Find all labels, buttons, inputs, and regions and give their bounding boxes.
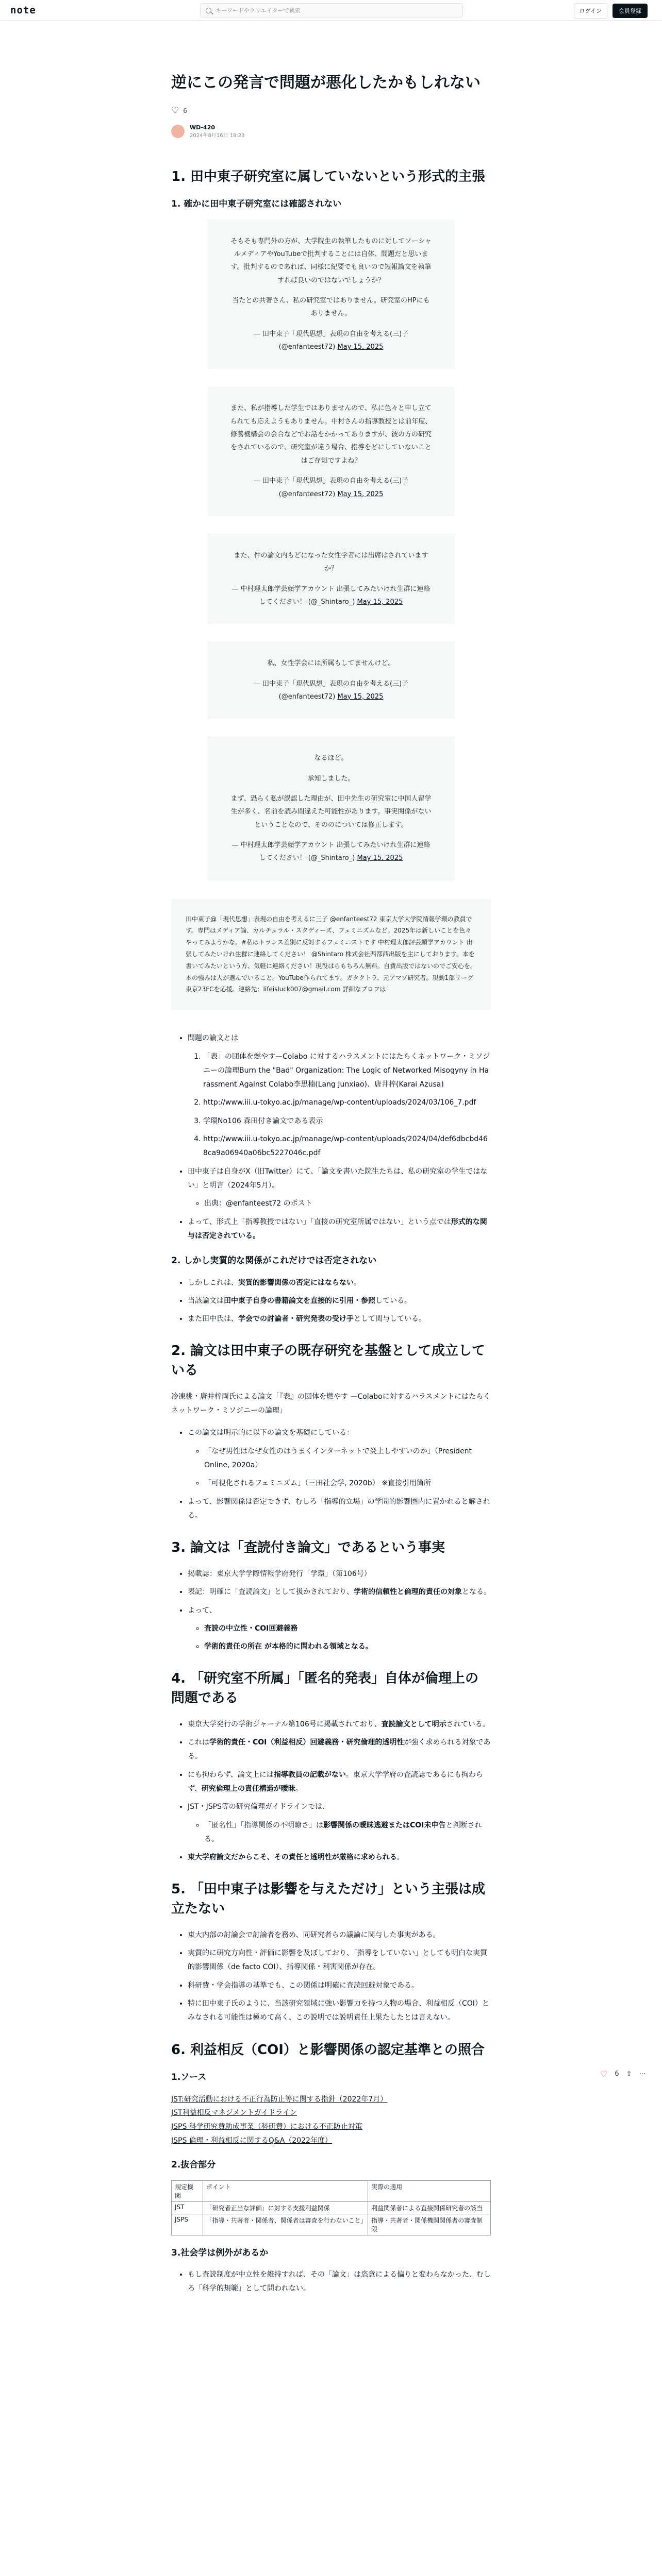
text: しかしこれは、	[188, 1278, 238, 1287]
source-link[interactable]: JSPS 科学研究費助成事業（科研費）における不正防止対策	[171, 2122, 362, 2131]
list-item	[204, 1819, 491, 1847]
list-item-text: よって、形式上「指導教授ではない」「直接の研究室所属ではない」という点では	[188, 1217, 451, 1226]
source-link[interactable]: JSPS 倫理・利益相反に関するQ&A（2022年度）	[171, 2136, 332, 2145]
source-link[interactable]: JST利益相反マネジメントガイドライン	[171, 2109, 297, 2117]
text: 東京大学発行の学術ジャーナル第106号に掲載されており、	[188, 1720, 382, 1728]
list-item	[188, 1276, 491, 1290]
login-button[interactable]: ログイン	[574, 3, 607, 19]
text: 。	[295, 1784, 303, 1793]
tweet-date-link[interactable]: May 15, 2025	[337, 692, 384, 701]
list-item: • よって、影響関係は否定できず、むしろ「指導的立場」の学問的影響圏内に置かれると解される。	[188, 1495, 491, 1523]
tweet-date-link[interactable]: May 15, 2025	[337, 343, 384, 351]
text: 掲載誌：東京大学学際情報学府発行「学環」（第106号）	[188, 1569, 371, 1578]
signup-button[interactable]: 会員登録	[613, 4, 648, 18]
text: よって、	[188, 1606, 217, 1615]
table-cell: 指導・共著者・関係機関関係者の審査制限	[368, 2214, 491, 2235]
tweet-text: まず、恐らく私が誤認した理由が、田中先生の研究室に中国人留学生が多く、名前を読み間違えた可能性があります。事実関係がないということなので、そののについては修正します。	[230, 794, 432, 829]
bullet-list	[171, 1718, 491, 1865]
floating-reaction-bar	[600, 2069, 646, 2079]
source-links	[171, 2093, 491, 2147]
section-heading: 5. 「田中東子は影響を与えただけ」という主張は成立たない	[171, 1882, 486, 1917]
list-item	[204, 1640, 491, 1654]
text: これは	[188, 1738, 209, 1747]
tweet-text: 当たとの共著さん、私の研究室ではありません。研究室のHPにもありません。	[232, 297, 430, 318]
search-input[interactable]	[200, 3, 463, 18]
embedded-tweet[interactable]	[207, 534, 455, 624]
list-item	[188, 1031, 491, 1160]
bold-text: 指導教員の記載がない	[273, 1770, 346, 1779]
author-name[interactable]: WD-420	[190, 124, 215, 131]
bold-text: 査読論文として明示	[381, 1720, 446, 1728]
search-placeholder: キーワードやクリエイターで検索	[216, 7, 301, 14]
tweet-text: 私、女性学会には所属もしてませんけど。	[267, 659, 395, 668]
bullet-list	[171, 1426, 491, 1523]
list-item	[203, 1096, 491, 1110]
list-item	[188, 1800, 491, 1846]
bullet-list	[171, 1567, 491, 1654]
text: と判断される。	[204, 1821, 482, 1843]
embedded-tweet[interactable]	[207, 386, 455, 516]
text: 当該論文は	[188, 1296, 224, 1305]
list-item: ◦ 「可視化されるフェミニズム」（三田社会学, 2020b） ※直接引用箇所	[204, 1477, 491, 1490]
table-cell: JSPS	[172, 2214, 203, 2235]
text: この論文は明示的に以下の論文を基礎にしている：	[188, 1429, 354, 1437]
section-heading: 1. 田中東子研究室に属していないという形式的主張	[171, 168, 486, 184]
list-item	[188, 1215, 491, 1244]
bold-text: 学術的責任・COI（利益相反）回避義務・研究倫理的透明性	[209, 1738, 404, 1747]
text: 。	[354, 1278, 361, 1287]
subsection-heading: 1.ソース	[171, 2072, 207, 2083]
text: している。	[375, 1296, 411, 1305]
tweet-text: なるほど。	[314, 754, 348, 762]
text: されている。	[446, 1720, 490, 1728]
list-item	[204, 1197, 491, 1211]
list-item: ◦ 「なぜ男性はなぜ女性のはうまくインターネットで炎上しやすいのか」（President Online, 2020a）	[204, 1445, 491, 1473]
pdf-link[interactable]: http://www.iii.u-tokyo.ac.jp/manage/wp-content/uploads/2024/04/def6dbcbd468ca9a06940a06bc5227046c.pdf	[203, 1135, 488, 1158]
heart-icon[interactable]: ♡	[171, 105, 179, 116]
article	[171, 21, 491, 2296]
subsection-heading: 2.抜合部分	[171, 2160, 216, 2171]
list-item-text: 問題の論文とは	[188, 1034, 238, 1043]
tweet-signature: — 中村理太郎学芸顔学アカウント 出張してみたいけれ生群に連絡してください！ (@_Shintaro_)	[231, 585, 431, 606]
tweet-date-link[interactable]: May 15, 2025	[357, 854, 403, 862]
more-icon[interactable]: ⋯	[639, 2070, 646, 2078]
tweet-date-link[interactable]: May 15, 2025	[357, 598, 403, 606]
list-item	[188, 1567, 491, 1581]
subsection-heading: 1. 確かに田中東子研究室には確認されない	[171, 199, 342, 210]
subsection-heading: 3.社会学は例外があるか	[171, 2247, 269, 2258]
bullet-list	[171, 2268, 491, 2296]
share-icon[interactable]: ⇧	[626, 2070, 632, 2078]
list-item: 3. 学環No106 森田付き論文である表示	[203, 1114, 491, 1128]
list-item	[188, 1312, 491, 1326]
like-count: 6	[183, 107, 187, 114]
list-item	[188, 1718, 491, 1732]
list-item: • 実質的に研究方向性・評価に影響を及ぼしており、「指導をしていない」としても明白な実質的影響関係（de facto COI）、指導関係・利害関係が存在。	[188, 1946, 491, 1975]
tweet-text: また、私が指導した学生ではありませんので、私に色々と申し立てられても応えようもありません。中村さんの指導教授とは前年度、修養機構会の会合などでお話をかかってありますが、彼の方の研究をされているので、研究室が違う場合、指導をどにしていないことはご存知ですよね？	[230, 404, 432, 465]
list-item	[188, 1768, 491, 1797]
list-item-text: 田中東子は自身がX（旧Twitter）にて、「論文を書いた院生たちは、私の研究室の学生ではない」と明言（2024年5月）。	[188, 1167, 488, 1190]
tweet-date-link[interactable]: May 15, 2025	[337, 490, 384, 498]
text: 「匿名性」「指導関係の不明瞭さ」は	[204, 1821, 323, 1829]
numbered-list	[188, 1050, 491, 1161]
bold-text: 学術的信頼性と倫理的責任の対象	[354, 1588, 462, 1597]
bold-text: 研究倫理上の責任構造が曖昧	[201, 1784, 295, 1793]
tweet-text: そもそも専門外の方が、大学院生の執筆したものに対してソーシャルメディアやYouTubeで批判することには自体、問題だと思います。批判するのであれば、同様に紀要でも良いので短報論文を執筆すれば良いのではないでしょうか？	[230, 237, 432, 284]
avatar[interactable]	[171, 125, 185, 138]
note-logo[interactable]: note	[10, 4, 36, 16]
source-link[interactable]: 出典：@enfanteest72 のポスト	[204, 1199, 312, 1208]
table-row	[172, 2201, 491, 2214]
author-block	[171, 124, 491, 139]
table-header: 規定機関	[172, 2180, 203, 2201]
table-cell: 「指導・共著者・関係者、関係者は審査を行わないこと」	[203, 2214, 368, 2235]
table-cell: JST	[172, 2201, 203, 2214]
embedded-tweet[interactable]	[207, 641, 455, 719]
bold-text: 形式的な関与は否定されている。	[188, 1217, 487, 1240]
embedded-tweet[interactable]	[207, 219, 455, 369]
bold-text: 田中東子自身の書籍論文を直接的に引用・参照	[224, 1296, 375, 1305]
text: 表記：明確に「査読論文」として扱かされており、	[188, 1588, 354, 1597]
table-row	[172, 2214, 491, 2235]
bold-text: 学術的責任の所在 が本格的に問われる領域となる。	[204, 1642, 373, 1651]
tweet-signature: — 田中東子「現代思想」表現の自由を考える(三)子 (@enfanteest72)	[253, 330, 409, 351]
comparison-table	[171, 2180, 491, 2235]
floating-like-count: 6	[615, 2070, 619, 2078]
tweet-signature: — 田中東子「現代思想」表現の自由を考える(三)子 (@enfanteest72)	[253, 680, 409, 701]
section-heading: 3. 論文は「査読付き論文」であるという事実	[171, 1540, 445, 1556]
bold-text: 東大学府論文だからこそ、その責任と透明性が厳格に求められる	[188, 1853, 397, 1862]
section-heading: 4. 「研究室不所属」「匿名的発表」自体が倫理上の問題である	[171, 1671, 479, 1706]
list-item	[203, 1132, 491, 1161]
list-item	[188, 1294, 491, 1308]
subsection-heading: 2. しかし実質的な関係がこれだけでは否定されない	[171, 1256, 377, 1266]
bold-text: 学会での討論者・研究発表の受け手	[238, 1315, 354, 1324]
article-title: 逆にこの発言で問題が悪化したかもしれない	[171, 74, 481, 92]
table-header: ポイント	[203, 2180, 368, 2201]
embedded-tweet[interactable]	[207, 736, 455, 880]
text: として関与している。	[354, 1315, 426, 1324]
post-date: 2024年8月16日 19:23	[190, 132, 245, 139]
text: また田中氏は、	[188, 1315, 238, 1324]
pdf-link[interactable]: http://www.iii.u-tokyo.ac.jp/manage/wp-content/uploads/2024/03/106_7.pdf	[203, 1098, 476, 1107]
list-item	[188, 1585, 491, 1599]
text: が強く求められる対象である。	[188, 1738, 491, 1761]
text: 。東京大学学府の査読誌であるにも拘わらず、	[188, 1770, 483, 1793]
bold-text: 査読の中立性・COI回避義務	[204, 1624, 298, 1633]
text: JST・JSPS等の研究倫理ガイドラインでは、	[188, 1803, 330, 1811]
section-heading: 6. 利益相反（COI）と影響関係の認定基準との照合	[171, 2042, 485, 2058]
table-header: 実際の適用	[368, 2180, 491, 2201]
text: にも拘わらず、論文上には	[188, 1770, 274, 1779]
text: となる。	[462, 1588, 491, 1597]
table-cell: 「研究者正当な評価」に対する支援利益関係	[203, 2201, 368, 2214]
source-link[interactable]: JST:研究活動における不正行為防止等に関する指針（2022年7月）	[171, 2095, 388, 2104]
profile-embed[interactable]: 田中東子@「現代思想」表現の自由を考えるに三子 @enfanteest72 東京大学大学院情報学環の教員です。専門はメディア論、カルチュラル・スタディーズ、フェミニズムなど。2025年は新しいことを色々やってみようかな。#私はトランス差別に反対するフェミニストです 中村理太郎評芸顔学アカウント 出張してみたいけれ生群に連絡してください！ @Shintaro 株式会社西都西出版を主にしております。本を書いてみたいという方、気軽に連絡ください！現役はらもちろん無料。自費出版ではないのでご安心を。本の強みは人が選んでいること。YouTube作られてます。ガタクトラ、元アマゾ研究者。現動1部リーグ東京23FCを応援。連絡先：lifeisluck007@gmail.com 詳細なプロフは	[171, 899, 491, 1010]
tweet-text: 承知しました。	[307, 774, 355, 783]
bold-text: 実質的影響関係の否定にはならない	[238, 1278, 354, 1287]
list-item	[188, 1165, 491, 1211]
bold-text: 影響関係の曖昧逃避またはCOI未申告	[323, 1821, 446, 1829]
list-item	[188, 1426, 491, 1490]
list-item: • 特に田中東子氏のように、当該研究領域に強い影響力を持つ人物の場合、利益相反（COI）とみなされる可能性は極めて高く、この説明では説明責任上果たしたとは言えない。	[188, 1997, 491, 2025]
bullet-list	[171, 1031, 491, 1243]
list-item	[188, 1736, 491, 1764]
section-heading: 2. 論文は田中東子の既存研究を基盤として成立している	[171, 1343, 486, 1379]
list-item	[204, 1622, 491, 1636]
text: 。	[396, 1853, 404, 1862]
top-header	[0, 0, 662, 21]
bullet-list	[171, 1276, 491, 1327]
list-item: • 科研費・学会指導の基準でも、この関係は明確に査読回避対象である。	[188, 1979, 491, 1993]
list-item: 1. 「表」の団体を燃やす—Colabo に対するハラスメントにはたらくネットワーク・ミソジニーの論理Burn the "Bad" Organization: The Logic of Networked Misogyny in Harassment Against Colabo李思楠(Lang Junxiao)、唐井梓(Karai Azusa)	[203, 1050, 491, 1092]
heart-icon[interactable]: ♡	[600, 2069, 608, 2079]
bullet-list	[171, 1928, 491, 2025]
tweet-signature: — 田中東子「現代思想」表現の自由を考える(三)子 (@enfanteest72)	[253, 477, 409, 498]
list-item	[188, 1604, 491, 1654]
tweet-text: また、件の論文内もどになった女性学者には出席はされていますか？	[234, 551, 428, 573]
list-item: • 東大内部の討論会で討論者を務め、同研究者らの議論に関与した事実がある。	[188, 1928, 491, 1942]
table-cell: 利益関係者による直接関係研究者の該当	[368, 2201, 491, 2214]
list-item: • もし査読制度が中立性を維持すれば、その「論文」は恣意による偏りと変わらなかった、むしろ「科学的規範」として問われない。	[188, 2268, 491, 2296]
tweet-signature: — 中村理太郎学芸顔学アカウント 出張してみたいけれ生群に連絡してください！ (@_Shintaro_)	[231, 841, 431, 862]
list-item	[188, 1851, 491, 1865]
search-icon	[206, 8, 211, 13]
paragraph: 冷凍桃・唐井梓両氏による論文「『表』の団体を燃やす —Colaboに対するハラスメントにはたらくネットワーク・ミソジニーの論理」	[171, 1392, 491, 1415]
